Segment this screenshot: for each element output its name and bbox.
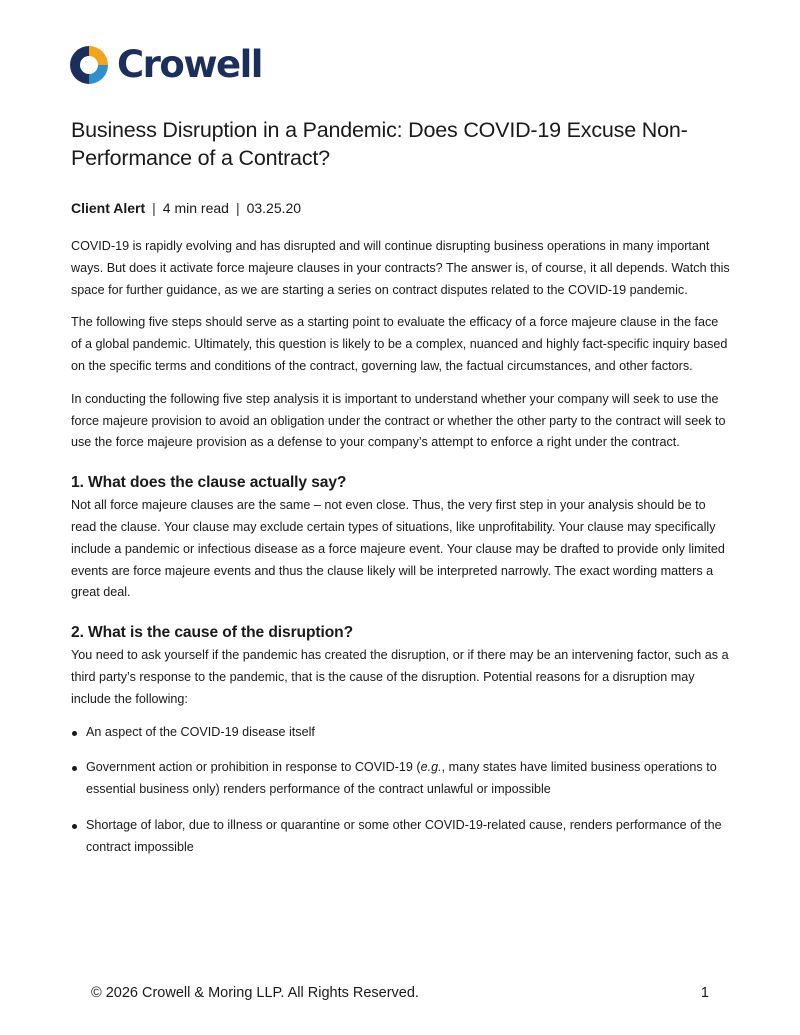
list-item <box>71 722 731 744</box>
crowell-logo <box>70 43 262 87</box>
bullet-icon <box>72 766 77 771</box>
intro-paragraph: The following five steps should serve as a starting point to evaluate the efficacy of a force majeure clause in the face of a global pandemic. Ultimately, this question is likely to be a complex, nuanced and highly fact-specific inquiry based on the specific terms and conditions of the contract, governing law, the factual circumstances, and other factors. <box>71 315 728 373</box>
bullet-icon <box>72 731 77 736</box>
page-footer <box>91 984 709 1002</box>
list-item-text: Shortage of labor, due to illness or quarantine or some other COVID-19-related cause, renders performance of the contract impossible <box>86 817 722 854</box>
list-item-emphasis: e.g. <box>420 760 442 775</box>
list-item-text: An aspect of the COVID-19 disease itself <box>86 724 315 739</box>
meta-separator: | <box>152 200 156 216</box>
intro-paragraph: In conducting the following five step analysis it is important to understand whether your company will seek to use the force majeure provision to avoid an obligation under the contract or whether the other party to the contract will seek to use the force majeure provision as a defense to your company’s attempt to enforce a right under the contract. <box>71 391 726 450</box>
page-number: 1 <box>700 985 709 1001</box>
section-paragraph: You need to ask yourself if the pandemic has created the disruption, or if there may be an intervening factor, such as a third party’s response to the pandemic, that is the cause of the disruption. Potential reasons for a disruption may include the following: <box>71 648 729 706</box>
list-item-text: Government action or prohibition in response to COVID-19 ( <box>86 760 421 775</box>
article-body <box>71 236 731 873</box>
list-item-text: , many states have limited business operations to essential business only) renders performance of the contract unlawful or impossible <box>86 760 717 797</box>
intro-paragraph: COVID-19 is rapidly evolving and has disrupted and will continue disrupting business operations in many important ways. But does it activate force majeure clauses in your contracts? The answer is, of course, it all depends. Watch this space for further guidance, as we are starting a series on contract disputes related to the COVID-19 pandemic. <box>71 239 730 297</box>
section-heading: 2. What is the cause of the disruption? <box>71 624 354 642</box>
meta-separator: | <box>235 200 240 216</box>
article-type: Client Alert <box>71 200 146 216</box>
article-meta <box>71 199 301 217</box>
article-title: Business Disruption in a Pandemic: Does COVID-19 Excuse Non-Performance of a Contract? <box>71 118 688 170</box>
list-item <box>71 815 731 859</box>
disruption-reasons-list <box>71 722 731 859</box>
section-heading: 1. What does the clause actually say? <box>71 474 347 492</box>
publish-date: 03.25.20 <box>246 200 302 216</box>
crowell-logo-mark-icon <box>70 46 108 84</box>
section-paragraph: Not all force majeure clauses are the same – not even close. Thus, the very first step in your analysis should be to read the clause. Your clause may exclude certain types of situations, like unprofitability. Your clause may specifically include a pandemic or infectious disease as a force majeure event. Your clause may be drafted to provide only limited events are force majeure events and thus the clause likely will be interpreted narrowly. The exact wording matters a great deal. <box>71 498 725 600</box>
list-item <box>71 757 731 801</box>
bullet-icon <box>72 824 77 829</box>
logo-wordmark: Crowell <box>117 43 262 86</box>
read-time: 4 min read <box>162 200 229 216</box>
copyright-text: © 2026 Crowell & Moring LLP. All Rights Reserved. <box>91 985 419 1001</box>
